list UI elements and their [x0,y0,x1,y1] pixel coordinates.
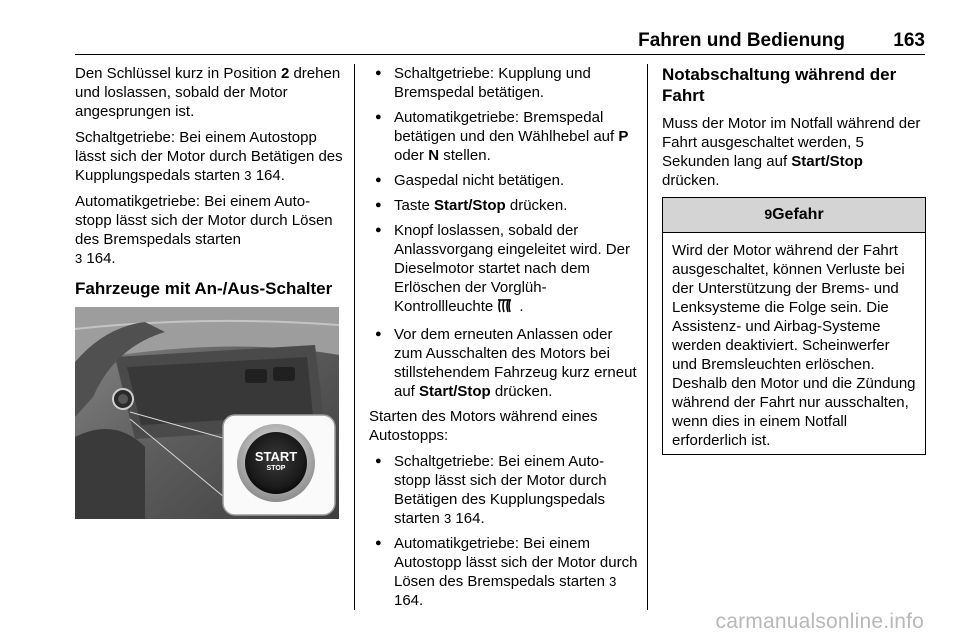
heading-start-stop-switch: Fahrzeuge mit An-/Aus-Schalter [75,279,333,298]
warning-triangle-icon: 9 [764,206,773,222]
list-item: ● Taste Start/Stop drücken. [369,196,639,215]
start-procedure-list [369,64,639,401]
autostop-start-list [369,452,639,610]
section-title: Fahren und Bedienung [638,30,845,51]
list-item: ● Automatikgetriebe: Bei einem Autostopp lässt sich der Motor durch Lösen des Bremspedals starten 3 164. [369,534,639,610]
danger-warning-box [662,197,926,455]
list-item: ● Gaspedal nicht betätigen. [369,171,639,190]
watermark: carmanualsonline.info [715,610,924,633]
page-number: 163 [893,30,925,51]
warning-header [663,198,925,233]
paragraph-manual-autostop: Schaltgetriebe: Bei einem Autostopp lässt sich der Motor durch Betätigen des Kupplungspedals starten 3 164. [75,129,343,184]
paragraph-autostop-intro: Starten des Motors während eines Autostopps: [369,408,598,444]
page-reference-icon: 3 [75,251,83,266]
start-button-label: START [254,449,298,464]
heading-emergency-shutdown: Notabschaltung während der Fahrt [662,65,897,105]
warning-text: Wird der Motor während der Fahrt ausgeschaltet, können Verluste bei der Unterstützung der Brems- und Lenksysteme die Folge sein. Die Assistenz- und Airbag-Systeme werden deaktiviert. Scheinwerfer und Bremsleuchten erlöschen. Deshalb den Motor und die Zündung während der Fahrt nur ausschalten, wenn dies in einem Notfall erforderlich ist. [672,242,916,449]
page-reference-icon: 3 [244,168,252,183]
glow-plug-icon [497,298,519,319]
column-divider-1 [354,64,355,610]
column-2 [369,64,639,616]
warning-title: Gefahr [772,206,824,223]
list-item: ● Knopf loslassen, sobald der Anlassvorgang eingeleitet wird. Der Dieselmotor startet nach dem Erlöschen der Vorglüh-Kontrollleuchte . [369,221,639,319]
page-reference-icon: 3 [609,574,617,589]
column-divider-2 [647,64,648,610]
paragraph-automatic-autostop: Automatikgetriebe: Bei einem Auto-stopp lässt sich der Motor durch Lösen des Bremspedals starten 3 164. [75,193,333,267]
list-item: ● Automatikgetriebe: Bremspedal betätigen und den Wählhebel auf P oder N stellen. [369,108,639,165]
list-item: ● Vor dem erneuten Anlassen oder zum Ausschalten des Motors bei stillstehendem Fahrzeug kurz erneut auf Start/Stop drücken. [369,325,639,401]
page-reference-icon: 3 [444,511,452,526]
list-item: ● Schaltgetriebe: Bei einem Auto-stopp lässt sich der Motor durch Betätigen des Kupplungspedals starten 3 164. [369,452,639,528]
list-item: ● Schaltgetriebe: Kupplung und Bremspedal betätigen. [369,64,639,102]
column-3 [662,64,926,455]
page-header [75,28,925,55]
start-stop-button-illustration [75,307,339,519]
column-1 [75,64,345,519]
stop-button-label: STOP [266,465,286,472]
paragraph-emergency-shutdown: Muss der Motor im Notfall während der Fahrt ausgeschaltet werden, 5 Sekunden lang auf Start/Stop drücken. [662,115,921,189]
paragraph-key-position: Den Schlüssel kurz in Position 2 drehen und loslassen, sobald der Motor angesprungen ist. [75,65,341,120]
